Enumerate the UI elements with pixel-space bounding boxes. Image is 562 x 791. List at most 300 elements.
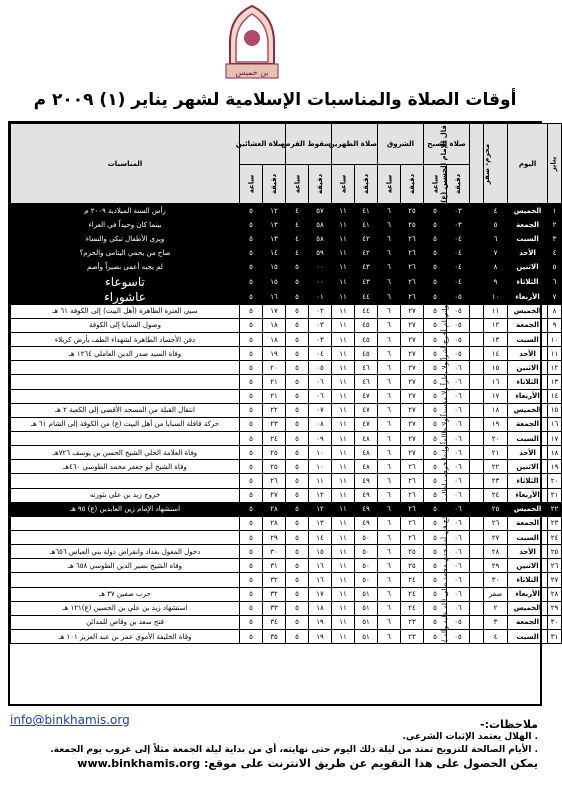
table-row [11,488,562,502]
note-cell [470,361,484,375]
event-cell: تاسوعاء [11,274,240,289]
weekday-cell: السبت [508,530,548,544]
day-number-cell: ٦ [548,274,562,289]
shuruq-minute-cell: ٢٧ [401,403,424,417]
shuruq-minute-cell: ٢٦ [401,260,424,274]
shuruq-minute-cell: ٢٦ [401,502,424,516]
isha-hour-cell: ٥ [240,318,263,332]
table-row [11,417,562,431]
hijri-cell: صفر [484,587,508,601]
isha-minute-cell: ٢٧ [263,488,286,502]
event-cell [11,474,240,488]
isha-hour-cell: ٥ [240,615,263,629]
isha-minute-cell: ١٥ [263,260,286,274]
dhuhr-hour-cell: ١١ [332,332,355,346]
shuruq-hour-cell: ٦ [378,516,401,530]
maghrib-hour-cell: ٥ [286,289,309,304]
maghrib-hour-cell: ٥ [286,516,309,530]
prayer-table [10,123,562,644]
sub-header-minute: دقيقة [355,165,378,204]
maghrib-minute-cell: ١٦ [309,573,332,587]
fajr-hour-cell: ٥ [424,431,447,445]
isha-hour-cell: ٥ [240,389,263,403]
day-number-cell: ٧ [548,289,562,304]
dhuhr-hour-cell: ١١ [332,403,355,417]
shuruq-hour-cell: ٦ [378,559,401,573]
shuruq-hour-cell: ٦ [378,347,401,361]
dhuhr-hour-cell: ١١ [332,587,355,601]
maghrib-hour-cell: ٥ [286,318,309,332]
isha-hour-cell: ٥ [240,601,263,615]
fajr-hour-cell: ٥ [424,375,447,389]
dhuhr-hour-cell: ١١ [332,516,355,530]
maghrib-minute-cell: ١٦ [309,559,332,573]
dhuhr-minute-cell: ٥١ [355,629,378,643]
isha-hour-cell: ٥ [240,361,263,375]
day-number-cell: ١١ [548,347,562,361]
isha-minute-cell: ٢٦ [263,474,286,488]
dhuhr-minute-cell: ٤٣ [355,274,378,289]
isha-hour-cell: ٥ [240,474,263,488]
shuruq-hour-cell: ٦ [378,573,401,587]
hijri-cell: ٥ [484,218,508,232]
maghrib-minute-cell: ٥٨ [309,232,332,246]
isha-hour-cell: ٥ [240,332,263,346]
shuruq-minute-cell: ٢٧ [401,304,424,318]
maghrib-hour-cell: ٥ [286,347,309,361]
isha-minute-cell: ١٤ [263,246,286,260]
fajr-hour-cell: ٥ [424,304,447,318]
table-row [11,389,562,403]
isha-minute-cell: ١٣ [263,232,286,246]
dhuhr-hour-cell: ١١ [332,629,355,643]
isha-minute-cell: ٣٤ [263,615,286,629]
dhuhr-hour-cell: ١١ [332,347,355,361]
event-cell: انتقال القبلة من المسجد الأقصى إلى الكعبة ٢ هـ [11,403,240,417]
isha-hour-cell: ٥ [240,204,263,218]
weekday-cell: السبت [508,232,548,246]
maghrib-minute-cell: ٠٣ [309,318,332,332]
note-cell [470,260,484,274]
event-cell [11,389,240,403]
isha-hour-cell: ٥ [240,502,263,516]
site-link[interactable]: www.binkhamis.org [77,757,201,770]
maghrib-minute-cell: ٠٠ [309,274,332,289]
note-cell [470,530,484,544]
weekday-cell: الخميس [508,403,548,417]
table-row [11,332,562,346]
isha-minute-cell: ٢٨ [263,516,286,530]
table-row [11,347,562,361]
day-number-cell: ٢٩ [548,601,562,615]
dhuhr-minute-cell: ٤٥ [355,347,378,361]
dhuhr-hour-cell: ١١ [332,417,355,431]
table-row [11,629,562,643]
note-cell [470,318,484,332]
fajr-minute-cell: ٠٦ [447,403,470,417]
shuruq-minute-cell: ٢٧ [401,446,424,460]
event-cell: صاح من يحمي اليتامى والحرم؟ [11,246,240,260]
calendar-sheet [8,121,559,706]
isha-minute-cell: ٣١ [263,559,286,573]
fajr-minute-cell: ٠٦ [447,573,470,587]
maghrib-minute-cell: ٠٦ [309,389,332,403]
day-number-cell: ١ [548,204,562,218]
col-header-events: المناسبات [11,124,240,204]
maghrib-hour-cell: ٥ [286,304,309,318]
isha-hour-cell: ٥ [240,587,263,601]
note-cell [470,204,484,218]
fajr-hour-cell: ٥ [424,347,447,361]
shuruq-minute-cell: ٢٥ [401,204,424,218]
isha-minute-cell: ٢٠ [263,361,286,375]
hijri-cell: ١٨ [484,403,508,417]
shuruq-minute-cell: ٢٣ [401,629,424,643]
maghrib-hour-cell: ٥ [286,502,309,516]
isha-minute-cell: ١٥ [263,274,286,289]
isha-minute-cell: ٢٣ [263,417,286,431]
maghrib-hour-cell: ٥ [286,417,309,431]
isha-hour-cell: ٥ [240,274,263,289]
note-cell [470,474,484,488]
table-row [11,260,562,274]
col-header-dhuhr: صلاة الظهرين [332,124,378,165]
shuruq-hour-cell: ٦ [378,246,401,260]
sub-header-hour: ساعة [240,165,263,204]
fajr-minute-cell: ٠٥ [447,629,470,643]
isha-minute-cell: ٢٢ [263,403,286,417]
logo [222,2,282,82]
shuruq-hour-cell: ٦ [378,318,401,332]
dhuhr-hour-cell: ١١ [332,204,355,218]
fajr-minute-cell: ٠٦ [447,601,470,615]
fajr-hour-cell: ٥ [424,573,447,587]
dhuhr-minute-cell: ٤٨ [355,460,378,474]
weekday-cell: الثلاثاء [508,474,548,488]
fajr-hour-cell: ٥ [424,559,447,573]
weekday-cell: الأربعاء [508,488,548,502]
weekday-cell: الجمعة [508,516,548,530]
maghrib-minute-cell: ١٧ [309,587,332,601]
day-number-cell: ٢٠ [548,474,562,488]
dhuhr-minute-cell: ٤٧ [355,417,378,431]
hijri-cell: ١٠ [484,289,508,304]
fajr-hour-cell: ٥ [424,389,447,403]
fajr-minute-cell: ٠٦ [447,559,470,573]
maghrib-hour-cell: ٤ [286,218,309,232]
maghrib-hour-cell: ٥ [286,460,309,474]
col-header-isha: صلاة العشائين [240,124,286,165]
dhuhr-minute-cell: ٤٦ [355,361,378,375]
table-row [11,545,562,559]
hijri-cell: ١٢ [484,318,508,332]
event-cell: سبي العترة الطاهرة (أهل البيت) إلى الكوفة ٦١ هـ [11,304,240,318]
isha-minute-cell: ١٢ [263,204,286,218]
shuruq-minute-cell: ٢٦ [401,460,424,474]
maghrib-hour-cell: ٥ [286,389,309,403]
table-row [11,573,562,587]
isha-minute-cell: ٢٥ [263,446,286,460]
fajr-minute-cell: ٠٦ [447,516,470,530]
fajr-hour-cell: ٥ [424,502,447,516]
weekday-cell: الاثنين [508,260,548,274]
note-cell [470,304,484,318]
fajr-minute-cell: ٠٦ [447,502,470,516]
note-cell [470,218,484,232]
dhuhr-minute-cell: ٤٨ [355,446,378,460]
isha-minute-cell: ١٧ [263,304,286,318]
maghrib-minute-cell: ١٨ [309,601,332,615]
fajr-minute-cell: ٠٥ [447,289,470,304]
event-cell: رأس السنة الميلادية ٢٠٠٩ م [11,204,240,218]
maghrib-hour-cell: ٥ [286,375,309,389]
dhuhr-hour-cell: ١١ [332,232,355,246]
dhuhr-hour-cell: ١١ [332,274,355,289]
maghrib-minute-cell: ٠٠ [309,260,332,274]
fajr-hour-cell: ٥ [424,232,447,246]
dhuhr-hour-cell: ١١ [332,431,355,445]
isha-minute-cell: ٢٥ [263,460,286,474]
isha-hour-cell: ٥ [240,260,263,274]
col-header-fajr: صلاة الصبح [424,124,470,165]
dhuhr-minute-cell: ٤٥ [355,318,378,332]
dhuhr-hour-cell: ١١ [332,289,355,304]
dhuhr-hour-cell: ١١ [332,502,355,516]
shuruq-hour-cell: ٦ [378,587,401,601]
fajr-minute-cell: ٠٦ [447,389,470,403]
note-cell [470,488,484,502]
sub-header-hour: ساعة [332,165,355,204]
shuruq-hour-cell: ٦ [378,629,401,643]
isha-hour-cell: ٥ [240,246,263,260]
dhuhr-minute-cell: ٤٤ [355,289,378,304]
fajr-hour-cell: ٥ [424,246,447,260]
maghrib-minute-cell: ١١ [309,474,332,488]
dhuhr-minute-cell: ٥١ [355,601,378,615]
hijri-cell: ٢٢ [484,460,508,474]
isha-hour-cell: ٥ [240,446,263,460]
note-cell [470,516,484,530]
fajr-minute-cell: ٠٦ [447,417,470,431]
day-number-cell: ١٠ [548,332,562,346]
maghrib-hour-cell: ٥ [286,615,309,629]
maghrib-hour-cell: ٥ [286,545,309,559]
sub-header-hour: ساعة [286,165,309,204]
note-cell [470,559,484,573]
hijri-cell: ٢٧ [484,530,508,544]
shuruq-hour-cell: ٦ [378,502,401,516]
isha-hour-cell: ٥ [240,431,263,445]
maghrib-hour-cell: ٥ [286,274,309,289]
isha-minute-cell: ١٨ [263,332,286,346]
sub-header-minute: دقيقة [447,165,470,204]
fajr-minute-cell: ٠٥ [447,347,470,361]
maghrib-minute-cell: ١٣ [309,516,332,530]
shuruq-minute-cell: ٢٦ [401,488,424,502]
table-row [11,446,562,460]
weekday-cell: السبت [508,629,548,643]
maghrib-minute-cell: ١٠ [309,460,332,474]
day-number-cell: ٣٠ [548,615,562,629]
shuruq-minute-cell: ٢٧ [401,431,424,445]
fajr-minute-cell: ٠٤ [447,274,470,289]
fajr-minute-cell: ٠٥ [447,332,470,346]
event-cell: وفاة الشيخ نصير الدين الطوسي ٦٥٨ هـ [11,559,240,573]
dhuhr-hour-cell: ١١ [332,559,355,573]
weekday-cell: الأحد [508,545,548,559]
shuruq-minute-cell: ٢٦ [401,516,424,530]
isha-minute-cell: ١٨ [263,318,286,332]
hijri-cell: ١٤ [484,347,508,361]
email-link[interactable]: info@binkhamis.org [10,713,130,727]
dhuhr-hour-cell: ١١ [332,304,355,318]
note-cell [470,573,484,587]
hijri-cell: ٨ [484,260,508,274]
table-row [11,304,562,318]
logo-text: بن خميس [235,68,269,77]
dhuhr-minute-cell: ٤٦ [355,375,378,389]
fajr-minute-cell: ٠٦ [447,488,470,502]
fajr-minute-cell: ٠٥ [447,304,470,318]
table-row [11,318,562,332]
notes-title: ملاحظات:- [480,718,538,731]
notes-section [18,718,538,770]
maghrib-minute-cell: ٠٨ [309,417,332,431]
fajr-minute-cell: ٠٦ [447,545,470,559]
event-cell: وفاة الشيخ أبو جعفر محمد الطوسي ٤٦٠هـ [11,460,240,474]
dhuhr-minute-cell: ٤١ [355,204,378,218]
table-row [11,218,562,232]
maghrib-hour-cell: ٥ [286,332,309,346]
weekday-cell: الخميس [508,204,548,218]
table-row [11,204,562,218]
shuruq-hour-cell: ٦ [378,274,401,289]
day-number-cell: ٤ [548,246,562,260]
fajr-minute-cell: ٠٦ [447,587,470,601]
dhuhr-hour-cell: ١١ [332,218,355,232]
dhuhr-minute-cell: ٤٩ [355,516,378,530]
fajr-minute-cell: ٠٦ [447,530,470,544]
weekday-cell: الجمعة [508,615,548,629]
isha-hour-cell: ٥ [240,573,263,587]
sub-header-minute: دقيقة [263,165,286,204]
fajr-minute-cell: ٠٦ [447,361,470,375]
dhuhr-minute-cell: ٤٩ [355,474,378,488]
isha-hour-cell: ٥ [240,347,263,361]
dhuhr-hour-cell: ١١ [332,573,355,587]
isha-minute-cell: ٢٤ [263,431,286,445]
shuruq-minute-cell: ٢٧ [401,318,424,332]
maghrib-hour-cell: ٤ [286,204,309,218]
note-cell [470,332,484,346]
event-cell: استشهاد زيد بن علي بن الحسين (ع)١٢١ هـ [11,601,240,615]
dhuhr-hour-cell: ١١ [332,460,355,474]
hijri-cell: ١١ [484,304,508,318]
hijri-cell: ٢٤ [484,488,508,502]
maghrib-minute-cell: ١٢ [309,502,332,516]
table-row [11,289,562,304]
isha-minute-cell: ٣٢ [263,573,286,587]
fajr-hour-cell: ٥ [424,289,447,304]
day-number-cell: ١٧ [548,431,562,445]
hijri-cell: ٢٠ [484,431,508,445]
shuruq-hour-cell: ٦ [378,446,401,460]
hijri-cell: ٤ [484,204,508,218]
note-cell [470,289,484,304]
dhuhr-minute-cell: ٤٧ [355,403,378,417]
hijri-cell: ٣٠ [484,573,508,587]
event-cell: فتح سعد بن وقاص للمدائن [11,615,240,629]
weekday-cell: الأربعاء [508,587,548,601]
shuruq-hour-cell: ٦ [378,488,401,502]
hijri-cell: ٢ [484,601,508,615]
isha-minute-cell: ١٣ [263,218,286,232]
maghrib-hour-cell: ٥ [286,431,309,445]
note-cell [470,375,484,389]
note-cell [470,417,484,431]
hijri-cell: ٣ [484,615,508,629]
sub-header-minute: دقيقة [309,165,332,204]
shuruq-hour-cell: ٦ [378,460,401,474]
note-cell [470,389,484,403]
fajr-minute-cell: ٠٥ [447,318,470,332]
sub-header-minute: دقيقة [401,165,424,204]
isha-minute-cell: ٢١ [263,375,286,389]
shuruq-minute-cell: ٢٧ [401,332,424,346]
note-cell [470,403,484,417]
fajr-hour-cell: ٥ [424,615,447,629]
weekday-cell: الجمعة [508,218,548,232]
note-cell [470,460,484,474]
maghrib-minute-cell: ٠٣ [309,332,332,346]
fajr-minute-cell: ٠٣ [447,204,470,218]
day-number-cell: ٣١ [548,629,562,643]
weekday-cell: الثلاثاء [508,375,548,389]
day-number-cell: ١٢ [548,361,562,375]
day-number-cell: ٢١ [548,488,562,502]
table-row [11,375,562,389]
shuruq-hour-cell: ٦ [378,361,401,375]
table-row [11,516,562,530]
event-cell: بينما كان وحيداً في العراء [11,218,240,232]
shuruq-minute-cell: ٢٦ [401,530,424,544]
fajr-minute-cell: ٠٣ [447,218,470,232]
shuruq-hour-cell: ٦ [378,474,401,488]
isha-hour-cell: ٥ [240,460,263,474]
sub-header-hour: ساعة [378,165,401,204]
maghrib-hour-cell: ٥ [286,474,309,488]
shuruq-minute-cell: ٢٦ [401,246,424,260]
event-cell: دخول المغول بغداد وانقراض دولة بني العباس ٦٥٦هـ [11,545,240,559]
maghrib-minute-cell: ٠٦ [309,375,332,389]
weekday-cell: الخميس [508,601,548,615]
event-cell: وصول السبايا إلى الكوفة [11,318,240,332]
event-cell: خروج زيد بن علي بثورته [11,488,240,502]
day-number-cell: ١٤ [548,389,562,403]
dhuhr-minute-cell: ٤٩ [355,488,378,502]
day-number-cell: ٢٨ [548,587,562,601]
table-row [11,403,562,417]
fajr-hour-cell: ٥ [424,417,447,431]
dhuhr-minute-cell: ٥٠ [355,573,378,587]
note-item: . الهلال يعتمد الإثبات الشرعي. [402,732,538,742]
shuruq-minute-cell: ٢٥ [401,545,424,559]
day-number-cell: ٢٢ [548,502,562,516]
maghrib-hour-cell: ٥ [286,446,309,460]
maghrib-minute-cell: ٠٧ [309,403,332,417]
weekday-cell: الاثنين [508,361,548,375]
hijri-cell: ٢٣ [484,474,508,488]
